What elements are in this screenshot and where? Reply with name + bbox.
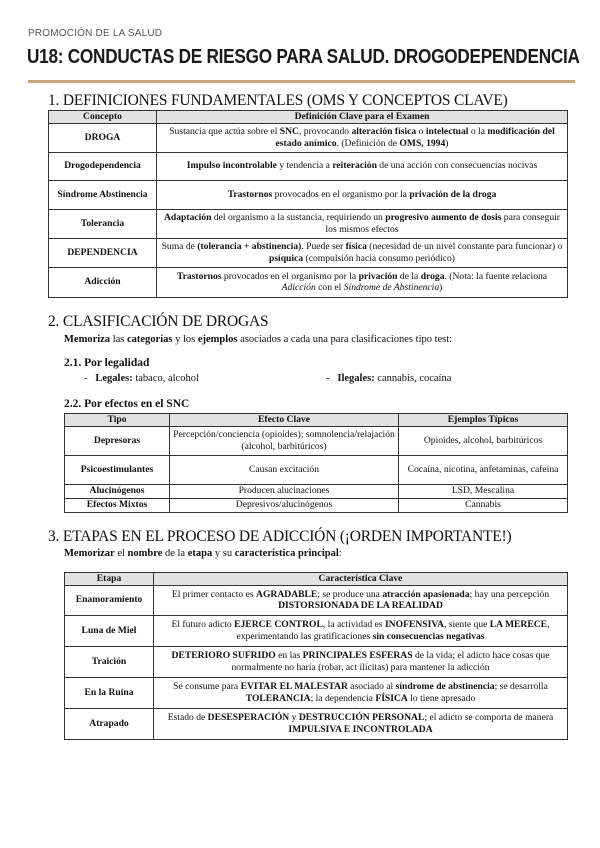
column-header-caracteristica: Característica Clave <box>154 573 568 586</box>
stage-label: Enamoramiento <box>65 585 154 615</box>
stage-label: Atrapado <box>65 708 154 739</box>
concept-label: Drogodependencia <box>49 152 157 180</box>
drug-type: Depresoras <box>65 426 170 455</box>
illegal-drugs-item <box>326 373 451 384</box>
addiction-stages-table <box>64 572 568 740</box>
section-3-intro: Memorizar el nombre de la etapa y su característica principal: <box>64 548 342 559</box>
concept-definition: Trastornos provocados en el organismo por la privación de la droga. (Nota: la fuente relaciona Adicción con el Síndrome de Abstinencia) <box>157 267 568 297</box>
table-header-row <box>49 111 568 124</box>
column-header-etapa: Etapa <box>65 573 154 586</box>
drug-type: Efectos Mixtos <box>65 498 170 512</box>
legal-drugs-item <box>84 373 199 384</box>
drug-examples: Cocaína, nicotina, anfetaminas, cafeína <box>399 455 568 484</box>
stage-description: Se consume para EVITAR EL MALESTAR asociado al síndrome de abstinencia; se desarrolla TOLERANCIA; la dependencia FÍSICA lo tiene apresado <box>154 677 568 708</box>
section-2-intro: Memoriza las categorías y los ejemplos asociados a cada una para clasificaciones tipo test: <box>64 334 453 345</box>
drug-classification-table <box>64 413 568 513</box>
table-row <box>49 180 568 209</box>
table-row <box>49 267 568 297</box>
concept-label: Adicción <box>49 267 157 297</box>
table-row <box>49 123 568 152</box>
column-header-concepto: Concepto <box>49 111 157 124</box>
table-row <box>49 209 568 238</box>
bullet-dash: - <box>84 373 88 384</box>
section-1-heading: 1. DEFINICIONES FUNDAMENTALES (OMS Y CONCEPTOS CLAVE) <box>48 92 508 109</box>
subsection-legalidad-heading: 2.1. Por legalidad <box>64 357 150 369</box>
concept-label: Síndrome Abstinencia <box>49 180 157 209</box>
table-header-row <box>65 573 568 586</box>
column-header-tipo: Tipo <box>65 414 170 427</box>
stage-label: Luna de Miel <box>65 615 154 646</box>
table-header-row <box>65 414 568 427</box>
column-header-efecto: Efecto Clave <box>170 414 399 427</box>
concept-definition: Sustancia que actúa sobre el SNC, provocando alteración física o intelectual o la modificación del estado anímico. (Definición de OMS, 1994) <box>157 123 568 152</box>
drug-examples: LSD, Mescalina <box>399 484 568 498</box>
concept-label: DEPENDENCIA <box>49 238 157 267</box>
concept-definition: Suma de (tolerancia + abstinencia). Puede ser física (necesidad de un nivel constante para funcionar) o psíquica (compulsión hacia consumo periódico) <box>157 238 568 267</box>
table-row <box>65 646 568 677</box>
legal-drugs-text: Legales: tabaco, alcohol <box>95 373 199 384</box>
definitions-table <box>48 110 568 298</box>
stage-label: En la Ruina <box>65 677 154 708</box>
drug-examples: Opioides, alcohol, barbitúricos <box>399 426 568 455</box>
table-row <box>49 152 568 180</box>
stage-description: El futuro adicto EJERCE CONTROL, la actividad es INOFENSIVA, siente que LA MERECE, experimentando las gratificaciones sin consecuencias negativas <box>154 615 568 646</box>
drug-effect: Causan excitación <box>170 455 399 484</box>
course-kicker: PROMOCIÓN DE LA SALUD <box>28 28 163 39</box>
subsection-snc-heading: 2.2. Por efectos en el SNC <box>64 398 190 410</box>
drug-effect: Producen alucinaciones <box>170 484 399 498</box>
table-row <box>65 498 568 512</box>
table-row <box>65 677 568 708</box>
table-row <box>65 708 568 739</box>
drug-effect: Percepción/conciencia (opioides); somnolencia/relajación (alcohol, barbitúricos) <box>170 426 399 455</box>
drug-effect: Depresivos/alucinógenos <box>170 498 399 512</box>
section-2-heading: 2. CLASIFICACIÓN DE DROGAS <box>48 313 269 330</box>
document-title: U18: CONDUCTAS DE RIESGO PARA SALUD. DROGODEPENDENCIA <box>27 46 580 68</box>
column-header-ejemplos: Ejemplos Típicos <box>399 414 568 427</box>
concept-definition: Trastornos provocados en el organismo por la privación de la droga <box>157 180 568 209</box>
table-row <box>65 484 568 498</box>
illegal-drugs-text: Ilegales: cannabis, cocaína <box>337 373 452 384</box>
table-row <box>65 585 568 615</box>
section-3-heading: 3. ETAPAS EN EL PROCESO DE ADICCIÓN (¡ORDEN IMPORTANTE!) <box>48 528 512 545</box>
stage-description: Estado de DESESPERACIÓN y DESTRUCCIÓN PERSONAL; el adicto se comporta de manera IMPULSIVA E INCONTROLADA <box>154 708 568 739</box>
stage-description: El primer contacto es AGRADABLE; se produce una atracción apasionada; hay una percepción DISTORSIONADA DE LA REALIDAD <box>154 585 568 615</box>
title-divider <box>28 80 575 83</box>
stage-description: DETERIORO SUFRIDO en las PRINCIPALES ESFERAS de la vida; el adicto hace cosas que normalmente no haría (robar, act ilícitas) para mantener la adicción <box>154 646 568 677</box>
table-row <box>65 615 568 646</box>
drug-type: Alucinógenos <box>65 484 170 498</box>
table-row <box>49 238 568 267</box>
bullet-dash: - <box>326 373 330 384</box>
drug-examples: Cannabis <box>399 498 568 512</box>
concept-definition: Adaptación del organismo a la sustancia, requiriendo un progresivo aumento de dosis para conseguir los mismos efectos <box>157 209 568 238</box>
stage-label: Traición <box>65 646 154 677</box>
table-row <box>65 426 568 455</box>
concept-label: Tolerancia <box>49 209 157 238</box>
table-row <box>65 455 568 484</box>
column-header-definicion: Definición Clave para el Examen <box>157 111 568 124</box>
drug-type: Psicoestimulantes <box>65 455 170 484</box>
concept-label: DROGA <box>49 123 157 152</box>
concept-definition: Impulso incontrolable y tendencia a reiteración de una acción con consecuencias nocivas <box>157 152 568 180</box>
